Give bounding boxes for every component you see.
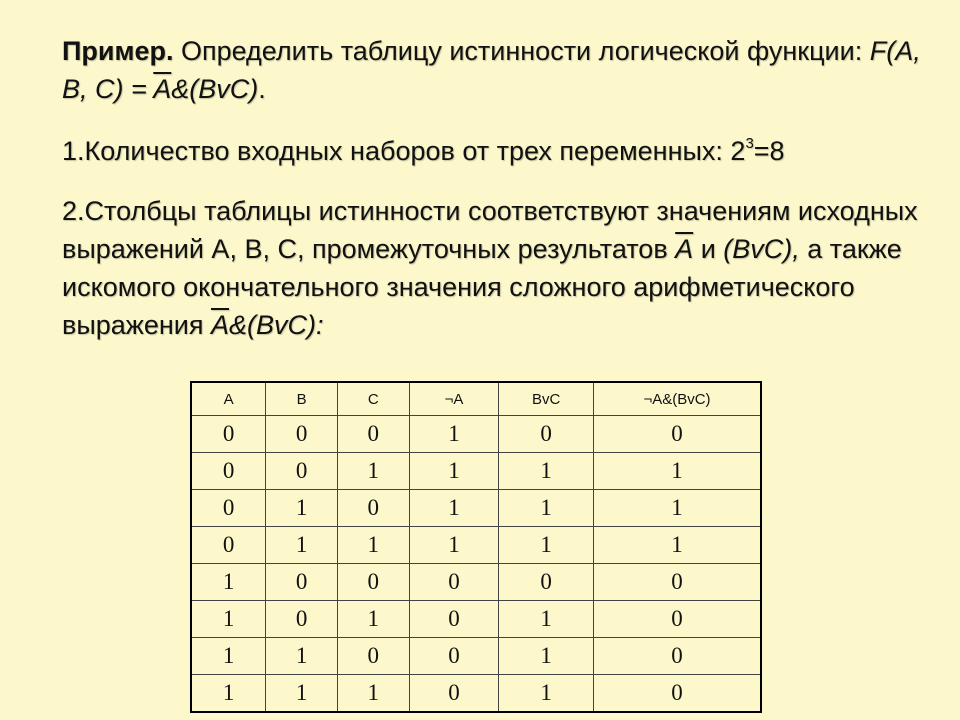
- table-cell: 1: [409, 416, 499, 453]
- table-cell: 1: [499, 638, 594, 675]
- final-expression: [211, 310, 324, 340]
- table-row: [191, 601, 761, 638]
- table-cell: 1: [191, 564, 266, 601]
- table-row: [191, 638, 761, 675]
- point-two-negated-a: $\overline{A}$: [675, 234, 694, 264]
- table-cell: 0: [409, 638, 499, 675]
- point-two-text: 2.Столбцы таблицы истинности соответствуют значениям исходных выражений A, B, C, промежуточных результатов: [62, 196, 918, 264]
- table-cell: 1: [266, 490, 338, 527]
- table-cell: 1: [594, 527, 761, 564]
- table-cell: 1: [594, 453, 761, 490]
- table-cell: 1: [594, 490, 761, 527]
- table-cell: 1: [191, 601, 266, 638]
- table-cell: 1: [409, 453, 499, 490]
- final-rest: &(BvC):: [229, 310, 324, 340]
- point-one-result: =8: [753, 136, 785, 166]
- point-one-text: 1.Количество входных наборов от трех переменных: 2: [62, 136, 746, 166]
- table-cell: 1: [337, 601, 409, 638]
- table-cell: 1: [499, 490, 594, 527]
- header-not-a: ¬A: [409, 382, 499, 416]
- example-label: Пример.: [62, 36, 174, 66]
- table-cell: 0: [594, 638, 761, 675]
- table-cell: 0: [337, 416, 409, 453]
- table-cell: 1: [337, 527, 409, 564]
- table-cell: 0: [191, 453, 266, 490]
- table-cell: 0: [409, 564, 499, 601]
- table-cell: 0: [594, 601, 761, 638]
- table-cell: 1: [499, 453, 594, 490]
- table-cell: 0: [266, 601, 338, 638]
- table-cell: 0: [191, 490, 266, 527]
- formula-end: .: [258, 74, 266, 104]
- table-cell: 0: [266, 416, 338, 453]
- table-cell: 1: [191, 638, 266, 675]
- table-row: [191, 490, 761, 527]
- header-c: C: [337, 382, 409, 416]
- table-cell: 1: [337, 675, 409, 713]
- point-two-text2: а также искомого окончательного значения сложного арифметического выражения: [62, 234, 902, 340]
- table-row: [191, 675, 761, 713]
- table-body: [191, 416, 761, 713]
- formula-suffix: &(BvC): [171, 74, 259, 104]
- example-paragraph: [62, 32, 942, 108]
- truth-table: [190, 381, 762, 713]
- table-cell: 1: [191, 675, 266, 713]
- final-negated-a: $\overline{A}$: [210, 310, 229, 340]
- point-two-conj: и: [693, 234, 724, 264]
- formula-negated-a: $\overline{A}$: [153, 74, 172, 104]
- table-cell: 1: [499, 527, 594, 564]
- table-cell: 0: [266, 453, 338, 490]
- header-result: ¬A&(BvC): [594, 382, 761, 416]
- table-cell: 0: [499, 564, 594, 601]
- formula-prefix: F(A, B, C) =: [62, 36, 921, 104]
- table-cell: 1: [499, 601, 594, 638]
- table-cell: 1: [499, 675, 594, 713]
- point-one-exponent: 3: [745, 135, 754, 152]
- table-cell: 1: [266, 675, 338, 713]
- header-b: B: [266, 382, 338, 416]
- table-cell: 0: [409, 675, 499, 713]
- point-two-paragraph: [62, 192, 942, 344]
- table-cell: 1: [409, 527, 499, 564]
- example-text: Определить таблицу истинности логической функции:: [173, 36, 870, 66]
- table-cell: 0: [337, 564, 409, 601]
- table-cell: 0: [499, 416, 594, 453]
- table-row: [191, 453, 761, 490]
- table-cell: 0: [337, 638, 409, 675]
- table-cell: 0: [594, 675, 761, 713]
- table-cell: 0: [266, 564, 338, 601]
- table-header-row: [191, 382, 761, 416]
- table-cell: 0: [337, 490, 409, 527]
- table-cell: 0: [191, 416, 266, 453]
- table-row: [191, 416, 761, 453]
- table-cell: 1: [337, 453, 409, 490]
- header-b-or-c: BvC: [499, 382, 594, 416]
- table-cell: 0: [594, 564, 761, 601]
- table-cell: 0: [594, 416, 761, 453]
- point-one-paragraph: [62, 132, 942, 170]
- table-row: [191, 527, 761, 564]
- table-cell: 1: [266, 527, 338, 564]
- table-row: [191, 564, 761, 601]
- point-two-bvc: (BvC),: [723, 234, 800, 264]
- table-cell: 1: [266, 638, 338, 675]
- table-cell: 0: [191, 527, 266, 564]
- header-a: A: [191, 382, 266, 416]
- table-cell: 0: [409, 601, 499, 638]
- table-cell: 1: [409, 490, 499, 527]
